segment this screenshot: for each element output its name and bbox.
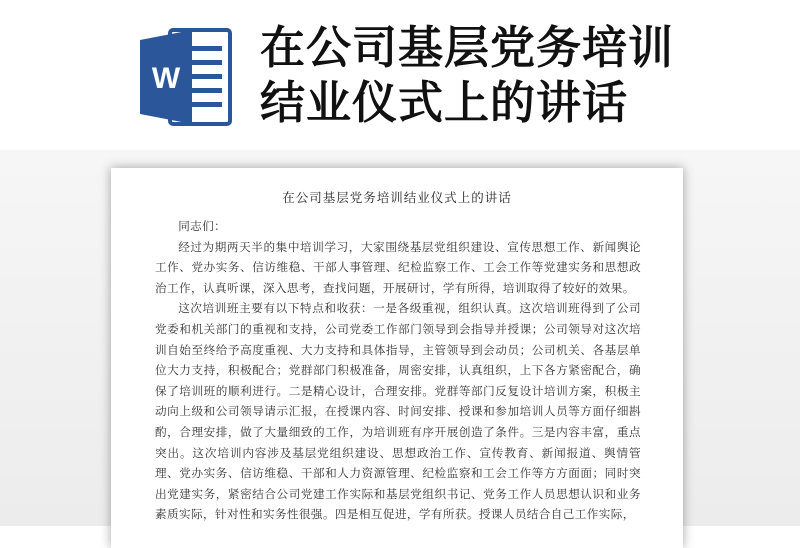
word-icon-letter: W (151, 62, 181, 95)
document-body (155, 216, 641, 525)
salutation: 同志们： (178, 219, 227, 233)
document-page (111, 168, 683, 548)
page-headline (260, 20, 780, 130)
banner (0, 0, 800, 150)
word-doc-icon (140, 22, 234, 132)
headline-line-1: 在公司基层党务培训 (260, 21, 675, 74)
paragraph-1: 经过为期两天半的集中培训学习，大家围绕基层党组织建设、宣传思想工作、新闻舆论工作、党办实务、信访维稳、干部人事管理、纪检监察工作、工会工作等党建实务和思想政治工作，认真听课，深入思考，查找问题，开展研讨，学有所得，培训取得了较好的效果。 (155, 239, 641, 295)
document-title: 在公司基层党务培训结业仪式上的讲话 (282, 190, 512, 205)
paragraph-2: 这次培训班主要有以下特点和收获：一是各级重视，组织认真。这次培训班得到了公司党委和机关部门的重视和支持，公司党委工作部门领导到会指导并授课；公司领导对这次培训自始至终给予高度重视、大力支持和具体指导，主管领导到会动员；公司机关、各基层单位大力支持，积极配合；党群部门积极准备，周密安排，认真组织，上下各方紧密配合，确保了培训班的顺利进行。二是精心设计，合理安排。党群等部门反复设计培训方案，积极主动向上级和公司领导请示汇报，在授课内容、时间安排、授课和参加培训人员等方面仔细斟酌，合理安排，做了大量细致的工作，为培训班有序开展创造了条件。三是内容丰富，重点突出。这次培训内容涉及基层党组织建设、思想政治工作、宣传教育、新闻报道、舆情管理、党办实务、信访维稳、干部和人力资源管理、纪检监察和工会工作等方方面面；同时突出党建实务，紧密结合公司党建工作实际和基层党组织书记、党务工作人员思想认识和业务素质实际，针对性和实务性很强。四是相互促进，学有所获。授课人员结合自己工作实际， (155, 301, 641, 522)
headline-line-2: 结业仪式上的讲话 (260, 76, 629, 129)
